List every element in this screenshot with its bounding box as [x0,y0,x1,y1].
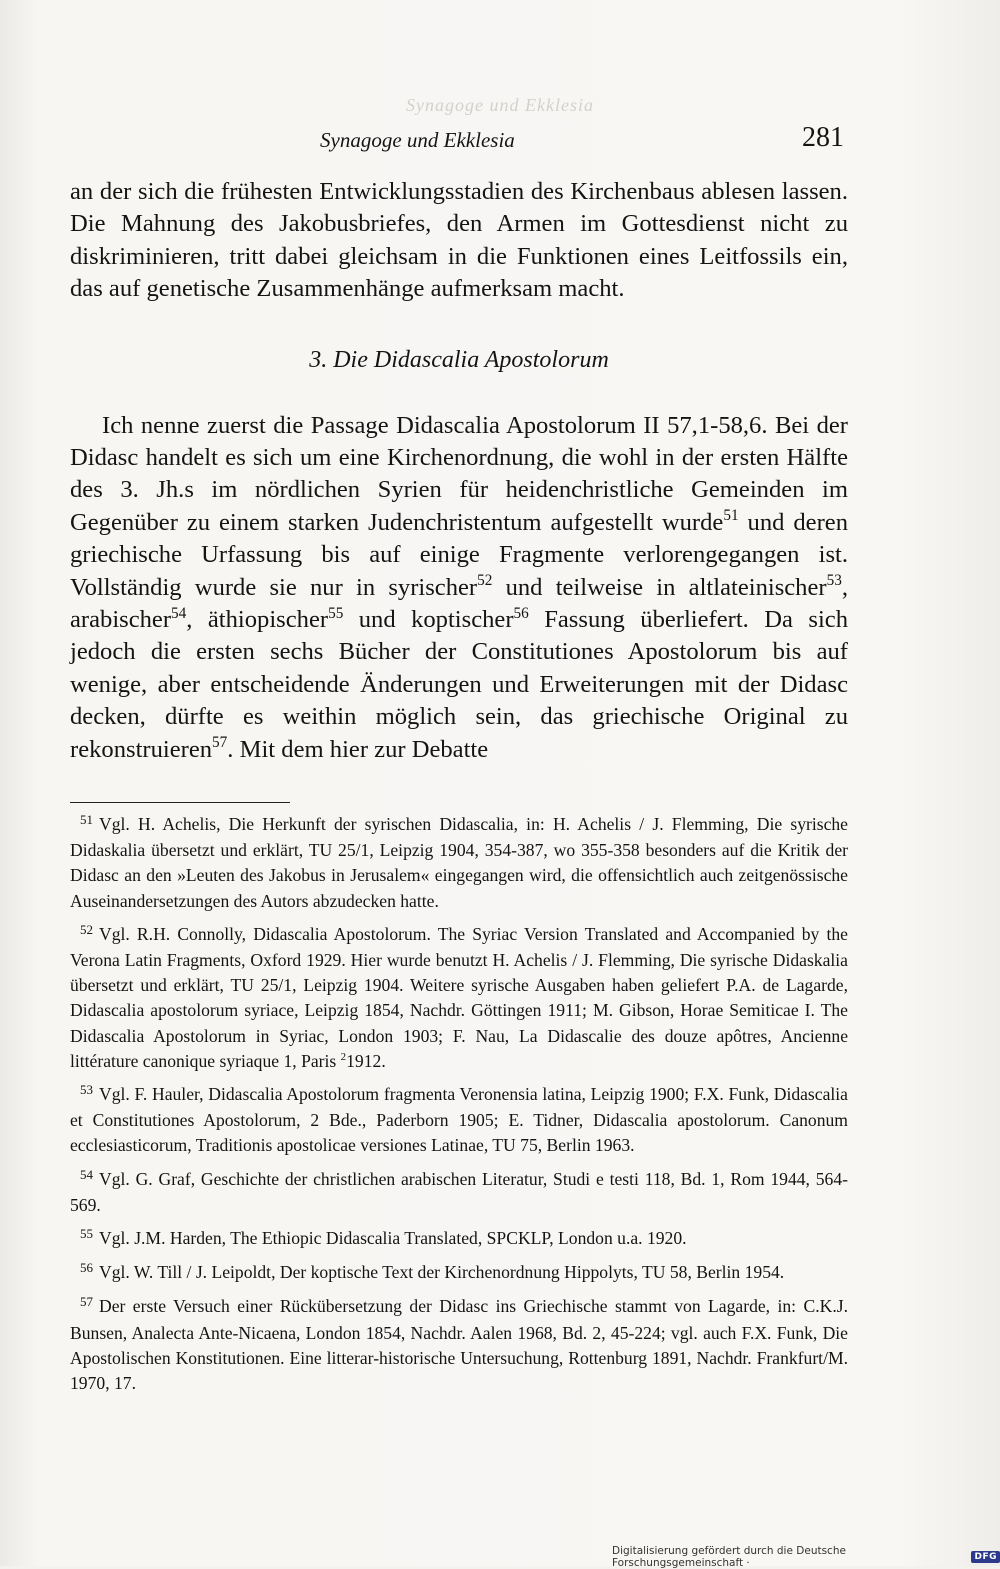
text-run: und teilweise in altlateinischer [492,573,827,601]
text-run: und koptischer [343,606,514,634]
text-run: . Mit dem hier zur Debatte [227,735,489,763]
footnote-reference: 52 [477,572,493,590]
text-run: , arabischer [70,573,848,634]
footnote-number: 57 [80,1294,93,1310]
text-run: , äthiopischer [186,606,329,634]
footnote-reference: 51 [723,507,739,525]
footnote-52 [70,922,848,1074]
text-run: Vgl. G. Graf, Geschichte der christlichen arabischen Literatur, Studi e testi 118, Bd. 1, Rom 1944, 564-569. [70,1168,848,1215]
footnote-reference: 57 [212,734,228,752]
footnote-reference: 56 [513,604,529,622]
text-run: Vgl. R.H. Connolly, Didascalia Apostolorum. The Syriac Version Translated and Accompanied by the Verona Latin Fragments, Oxford 1929. Hier wurde benutzt H. Achelis / J. Flemming, Die syrische Didaskalia übersetzt und erklärt, TU 25/1, Leipzig 1904. Weitere syrische Ausgaben haben geliefert P.A. de Lagarde, Didascalia apostolorum syriace, Leipzig 1854, Nachdr. Göttingen 1911; M. Gibson, Horae Semiticae I. The Didascalia Apostolorum in Syriac, London 1903; F. Nau, La Didascalie des douze apôtres, Ancienne littérature canonique syriaque 1, Paris [70,923,848,1071]
footnote-number: 52 [80,921,93,937]
text-run: und deren griechische Urfassung bis auf einige Fragmente verlorengegangen ist. Vollständig wurde sie nur in syrischer [70,508,848,601]
text-run: Ich nenne zuerst die Passage Didascalia Apostolorum II 57,1-58,6. Bei der Didasc handelt es sich um eine Kirchenordnung, die wohl in der ersten Hälfte des 3. Jh.s im nördlichen Syrien für heidenchristliche Gemeinden im Gegenüber zu einem starken Judenchristentum aufgestellt wurde [70,411,848,536]
paragraph-didascalia [70,410,848,766]
text-run: Vgl. W. Till / J. Leipoldt, Der koptische Text der Kirchenordnung Hippolyts, TU 58, Berlin 1954. [99,1262,785,1283]
text-run: Vgl. J.M. Harden, The Ethiopic Didascalia Translated, SPCKLP, London u.a. 1920. [99,1228,687,1249]
footnote-57 [70,1294,848,1396]
section-heading: 3. Die Didascalia Apostolorum [309,346,609,373]
running-head-title: Synagoge und Ekklesia [320,128,515,152]
footnote-51 [70,812,848,914]
digitization-footer [612,1545,1000,1569]
footnote-separator [70,802,290,803]
footnote-54 [70,1167,848,1218]
text-run: Der erste Versuch einer Rückübersetzung der Didasc ins Griechische stammt von Lagarde, in: C.K.J. Bunsen, Analecta Ante-Nicaena, London 1854, Nachdr. Aalen 1968, Bd. 2, 45-224; vgl. auch F.X. Funk, Die Apostolischen Konstitutionen. Eine litterar-historische Untersuchung, Rottenburg 1891, Nachdr. Frankfurt/M. 1970, 17. [70,1296,848,1394]
footnote-55 [70,1226,848,1252]
page-number: 281 [802,122,844,153]
footnote-reference: 54 [171,604,187,622]
text-run: Vgl. F. Hauler, Didascalia Apostolorum fragmenta Veronensia latina, Leipzig 1900; F.X. Funk, Didascalia et Constitutiones Apostolorum, 2 Bde., Paderborn 1905; E. Tidner, Didascalia apostolorum. Canonum ecclesiasticorum, Traditionis apostolicae versiones Latinae, TU 75, Berlin 1963. [70,1084,848,1156]
main-text [70,176,848,766]
footnote-number: 55 [80,1226,93,1242]
footnote-number: 51 [80,812,93,827]
footnote-56 [70,1260,848,1286]
dfg-logo: DFG [971,1551,1000,1563]
bleed-through-text: Synagoge und Ekklesia [406,95,594,115]
footnote-number: 54 [80,1166,93,1182]
footnote-53 [70,1082,848,1159]
paragraph-continuation [70,176,848,306]
footnote-reference: 53 [826,572,842,590]
footnote-number: 53 [80,1082,93,1098]
text-run: Vgl. H. Achelis, Die Herkunft der syrischen Didascalia, in: H. Achelis / J. Flemming, Die syrische Didaskalia übersetzt und erklärt, TU 25/1, Leipzig 1904, 354-387, wo 355-358 besonders auf die Kritik der Didasc an den »Leuten des Jakobus in Jerusalem« eingegangen wird, die offensichtlich auch zeitgenössische Auseinandersetzungen des Autors abzudecken hatte. [70,814,848,911]
footnotes [70,812,848,1404]
text-run: 1912. [346,1050,386,1071]
running-head [0,122,1000,156]
footnote-reference: 2 [340,1051,347,1064]
footnote-number: 56 [80,1260,93,1276]
footer-text: Digitalisierung gefördert durch die Deutsche Forschungsgemeinschaft · [612,1545,846,1569]
text-run: Fassung überliefert. Da sich jedoch die ersten sechs Bücher der Constitutiones Apostolorum bis auf wenige, aber entscheidende Änderungen und Erweiterungen mit der Didasc decken, dürfte es weithin möglich sein, das griechische Original zu rekonstruieren [70,606,848,763]
footnote-reference: 55 [328,604,344,622]
text-run: an der sich die frühesten Entwicklungsstadien des Kirchenbaus ablesen lassen. Die Mahnung des Jakobusbriefes, den Armen im Gottesdienst nicht zu diskriminieren, tritt dabei gleichsam in die Funktionen eines Leitfossils ein, das auf genetische Zusammenhänge aufmerksam macht. [70,178,848,303]
